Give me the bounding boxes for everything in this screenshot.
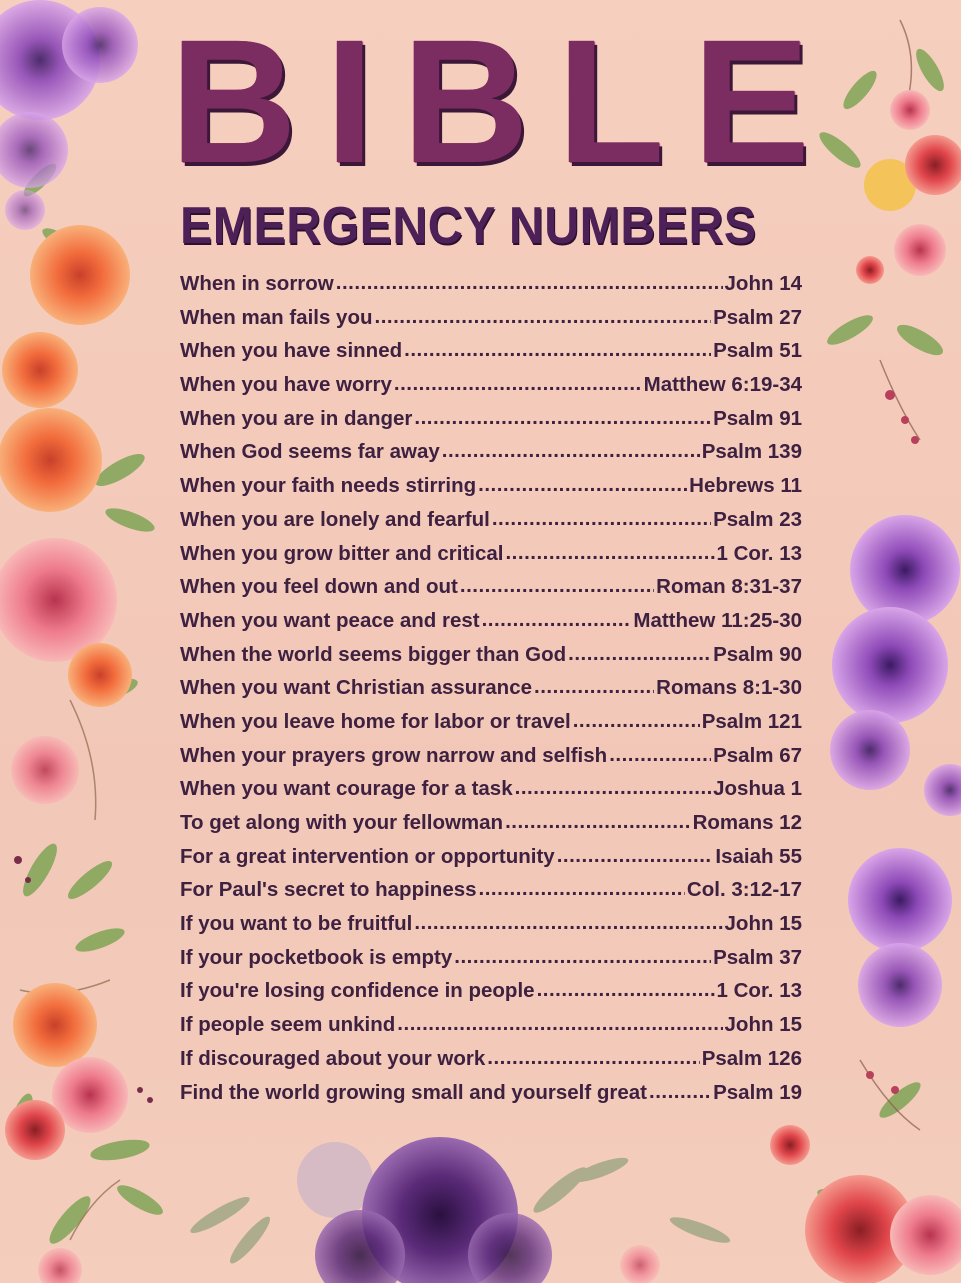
list-item — [180, 575, 802, 609]
situation-text: To get along with your fellowman — [180, 811, 504, 834]
list-item — [180, 878, 802, 912]
verse-reference: Isaiah 55 — [715, 844, 802, 868]
dot-leader — [454, 946, 711, 969]
verse-reference: John 14 — [724, 272, 802, 295]
situation-text: If your pocketbook is empty — [180, 945, 453, 969]
situation-text: When God seems far away — [180, 440, 440, 464]
verse-reference: Psalm 91 — [713, 406, 802, 430]
list-item — [180, 643, 802, 677]
verse-reference: Roman 8:31-37 — [656, 575, 802, 599]
title-letter: E — [692, 4, 810, 200]
title-letter: L — [557, 4, 665, 200]
situation-text: If you want to be fruitful — [180, 912, 413, 936]
dot-leader — [573, 710, 700, 733]
list-item — [180, 979, 802, 1013]
list-item — [180, 676, 802, 710]
verse-reference: Psalm 67 — [713, 743, 802, 767]
situation-text: When your faith needs stirring — [180, 474, 477, 498]
dot-leader — [336, 272, 723, 295]
verse-reference: Psalm 27 — [713, 305, 802, 329]
floral-border-bottom — [187, 1137, 732, 1283]
verse-reference: 1 Cor. 13 — [716, 979, 802, 1003]
list-item — [180, 912, 802, 946]
situation-text: Find the world growing small and yourself great — [180, 1080, 647, 1104]
dot-leader — [442, 440, 700, 463]
situation-text: For a great intervention or opportunity — [180, 844, 555, 868]
situation-text: For Paul's secret to happiness — [180, 878, 477, 902]
list-item — [180, 272, 802, 306]
dot-leader — [397, 1013, 722, 1036]
situation-text: When you grow bitter and critical — [180, 541, 504, 565]
list-item — [180, 1047, 802, 1081]
situation-text: If discouraged about your work — [180, 1046, 486, 1070]
verse-reference: Hebrews 11 — [689, 474, 802, 498]
page-title — [170, 4, 810, 200]
list-item — [180, 1081, 802, 1115]
list-item — [180, 710, 802, 744]
floral-border-left — [0, 0, 167, 1283]
dot-leader — [534, 676, 654, 699]
dot-leader — [394, 373, 642, 396]
verse-reference: Psalm 19 — [713, 1080, 802, 1104]
verse-reference: John 15 — [724, 912, 802, 936]
list-item — [180, 339, 802, 373]
verse-reference: 1 Cor. 13 — [716, 541, 802, 565]
situation-text: When you want Christian assurance — [180, 676, 532, 700]
situation-text: When you are lonely and fearful — [180, 507, 490, 531]
situation-text: When your prayers grow narrow and selfish — [180, 743, 608, 767]
list-item — [180, 609, 802, 643]
list-item — [180, 744, 802, 778]
title-letter: I — [325, 4, 374, 200]
situation-text: When man fails you — [180, 305, 373, 329]
dot-leader — [568, 643, 711, 666]
situation-text: When in sorrow — [180, 272, 334, 295]
list-item — [180, 508, 802, 542]
list-item — [180, 373, 802, 407]
dot-leader — [460, 575, 654, 598]
verse-reference: John 15 — [724, 1013, 802, 1037]
dot-leader — [479, 878, 685, 901]
dot-leader — [515, 777, 712, 800]
dot-leader — [609, 744, 711, 767]
dot-leader — [649, 1081, 711, 1104]
dot-leader — [492, 508, 711, 531]
dot-leader — [414, 912, 722, 935]
situation-text: When you have worry — [180, 373, 392, 397]
verse-reference: Romans 12 — [692, 811, 802, 834]
list-item — [180, 542, 802, 576]
situation-text: When you are in danger — [180, 406, 413, 430]
list-item — [180, 946, 802, 980]
list-item — [180, 440, 802, 474]
verse-reference: Col. 3:12-17 — [686, 878, 802, 902]
verse-reference: Psalm 139 — [701, 440, 802, 464]
situation-text: If people seem unkind — [180, 1013, 396, 1037]
dot-leader — [505, 542, 714, 565]
verse-reference: Matthew 11:25-30 — [633, 608, 802, 632]
list-item — [180, 777, 802, 811]
verse-reference: Psalm 126 — [701, 1046, 802, 1070]
dot-leader — [537, 979, 715, 1002]
dot-leader — [414, 407, 711, 430]
list-item — [180, 306, 802, 340]
verse-reference: Psalm 51 — [713, 339, 802, 363]
dot-leader — [557, 845, 714, 868]
verse-reference: Joshua 1 — [713, 777, 802, 801]
verse-reference: Psalm 23 — [713, 507, 802, 531]
situation-text: When you leave home for labor or travel — [180, 709, 571, 733]
verse-reference: Romans 8:1-30 — [656, 676, 802, 700]
verse-reference: Psalm 121 — [701, 709, 802, 733]
list-item — [180, 845, 802, 879]
situation-text: If you're losing confidence in people — [180, 979, 535, 1003]
dot-leader — [505, 811, 691, 834]
title-letter: B — [170, 4, 298, 200]
verse-reference: Psalm 90 — [713, 642, 802, 666]
verse-reference: Matthew 6:19-34 — [643, 373, 802, 397]
list-item — [180, 407, 802, 441]
title-letter: B — [401, 4, 530, 200]
dot-leader — [375, 306, 712, 329]
list-item — [180, 811, 802, 845]
page-subtitle: EMERGENCY NUMBERS — [180, 197, 757, 255]
situation-text: When you have sinned — [180, 339, 403, 363]
list-item — [180, 474, 802, 508]
list-item — [180, 1013, 802, 1047]
dot-leader — [404, 339, 711, 362]
situation-text: When you want courage for a task — [180, 777, 513, 801]
situation-text: When you feel down and out — [180, 575, 458, 599]
situation-text: When you want peace and rest — [180, 608, 480, 632]
situation-text: When the world seems bigger than God — [180, 642, 567, 666]
verse-reference: Psalm 37 — [713, 945, 802, 969]
dot-leader — [487, 1047, 699, 1070]
emergency-numbers-list — [180, 272, 802, 1114]
dot-leader — [482, 609, 632, 632]
dot-leader — [478, 474, 687, 497]
